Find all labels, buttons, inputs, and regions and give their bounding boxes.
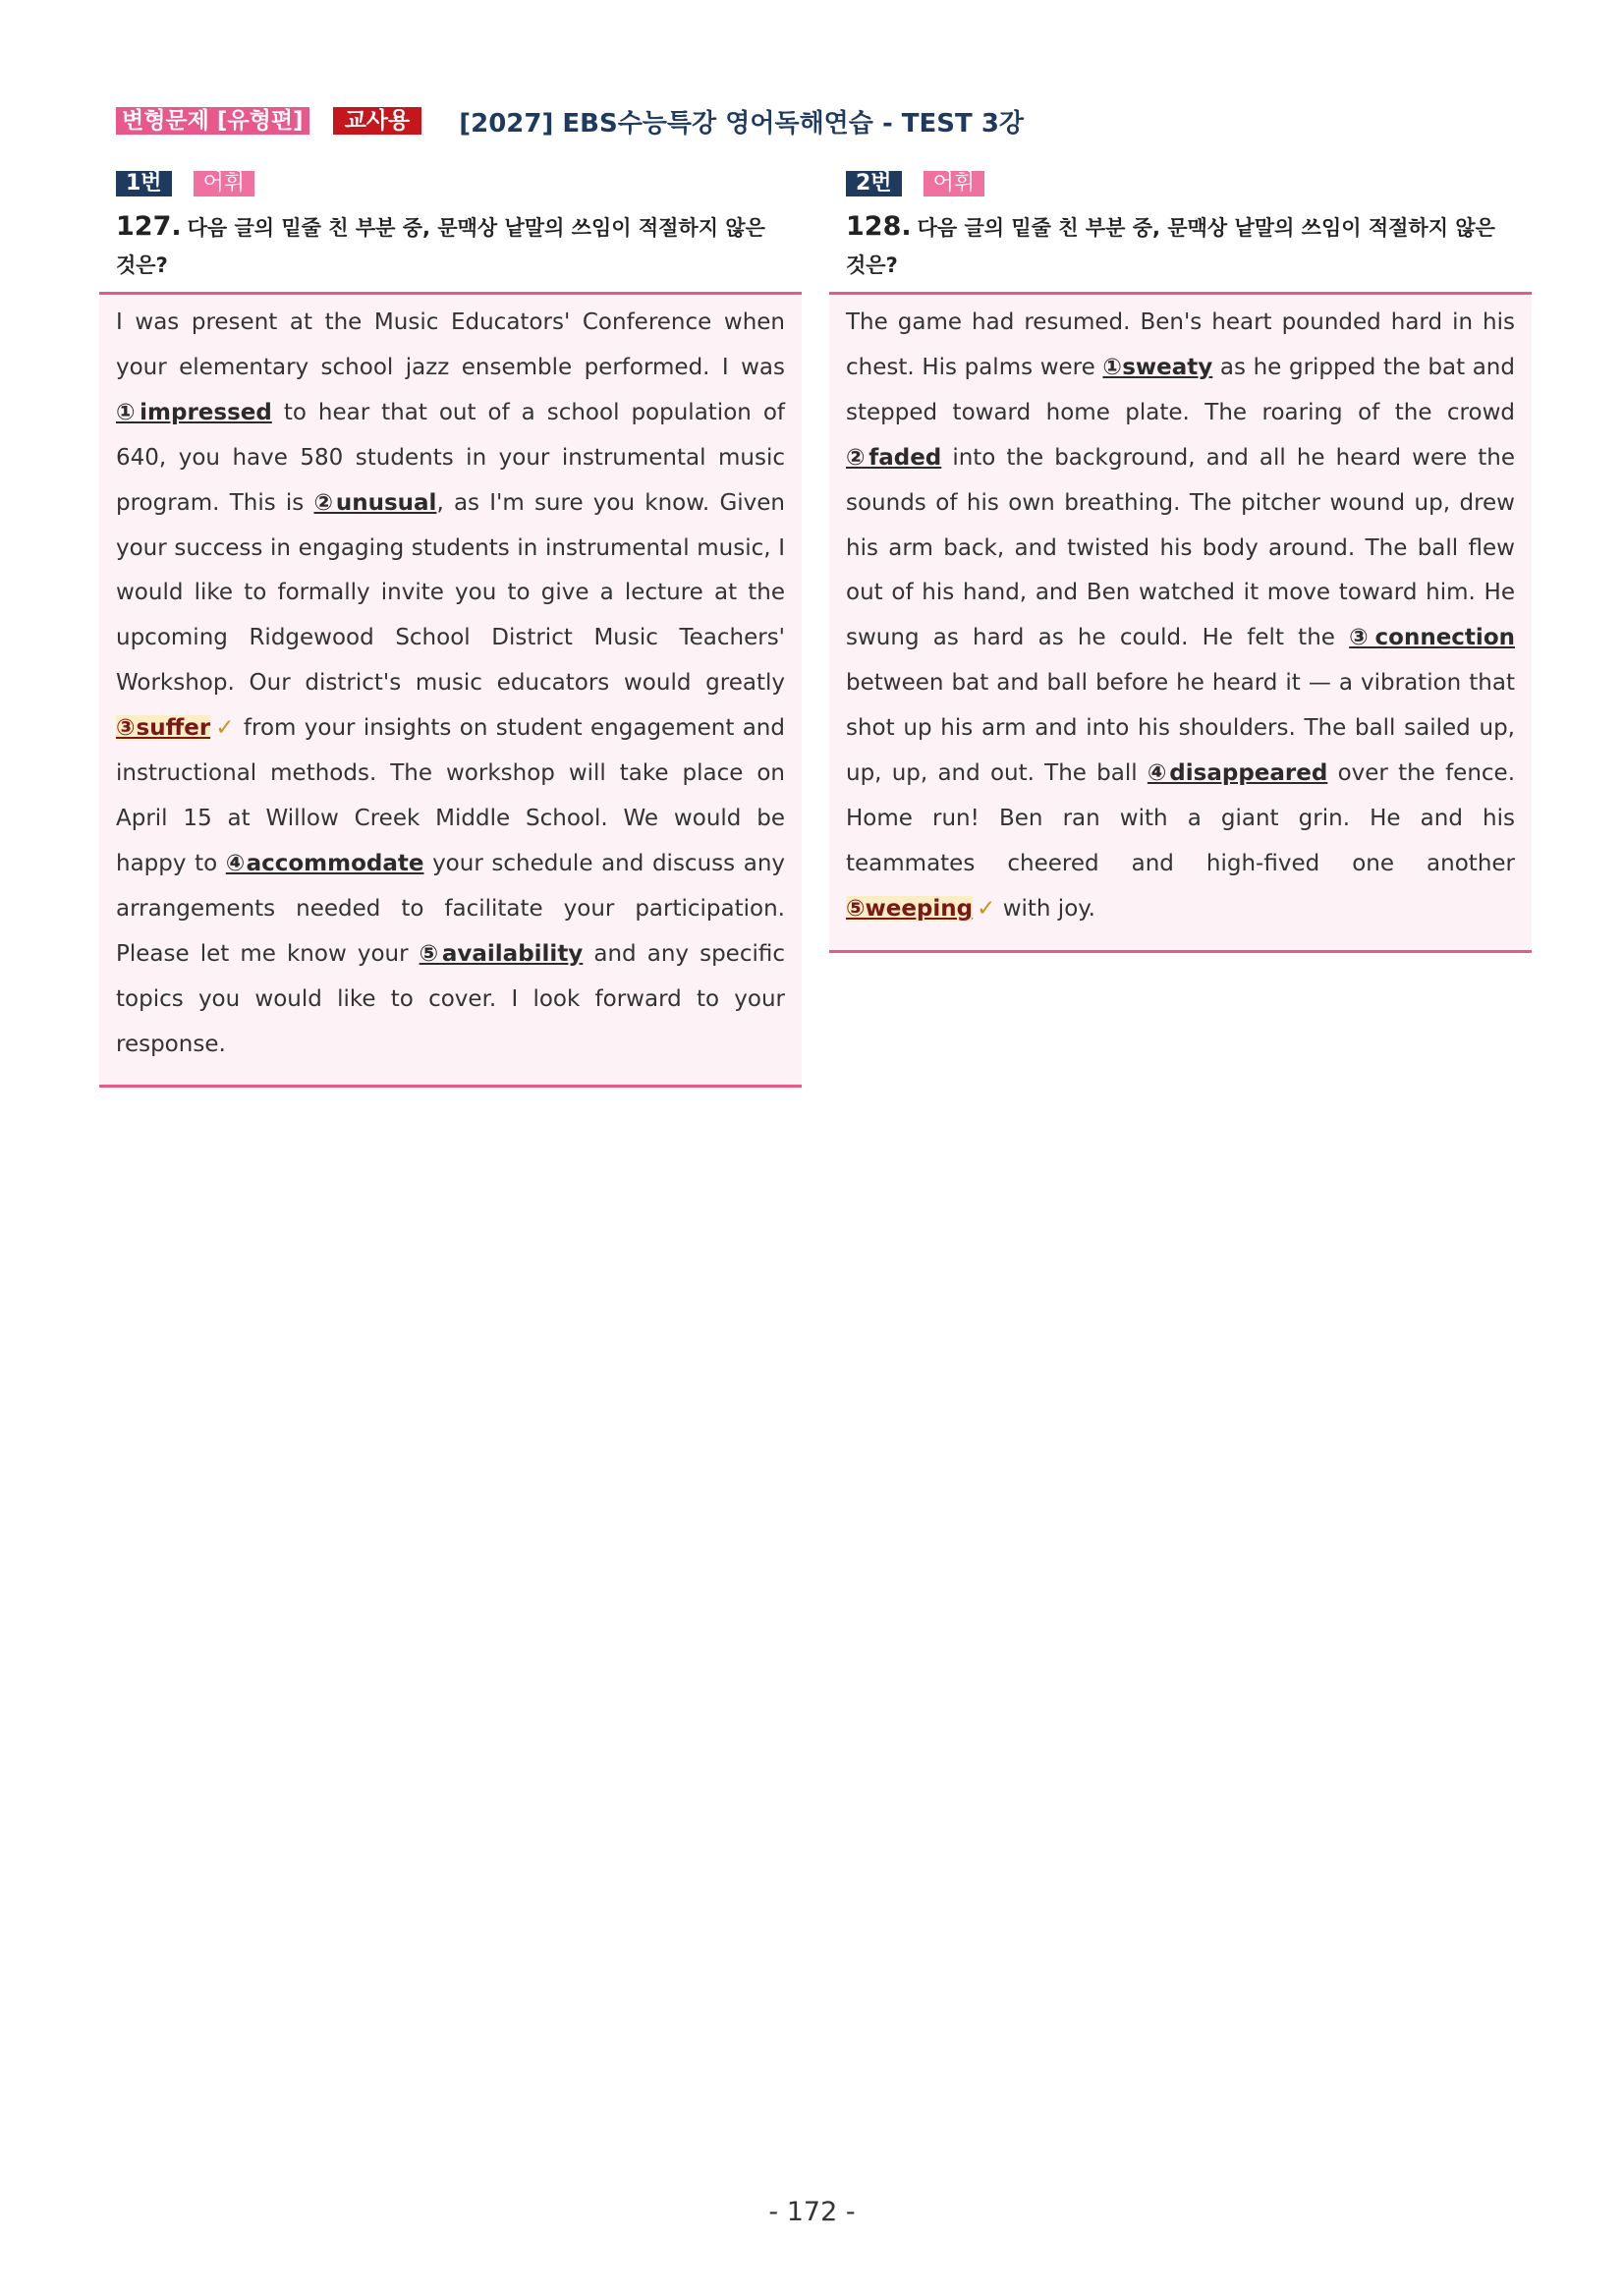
passage-text	[846, 301, 1515, 932]
passage-segment: and any specific topics you would like to cover. I look forward to your response.	[116, 940, 785, 1057]
passage-text	[116, 301, 785, 1067]
underlined-choice: ④disappeared	[1147, 760, 1328, 787]
teacher-tag: 교사용	[333, 107, 422, 135]
question-type-badge: 어휘	[924, 171, 985, 196]
question-text: 다음 글의 밑줄 친 부분 중, 문맥상 낱말의 쓰임이 적절하지 않은 것은?	[116, 216, 765, 277]
variant-tag: 변형문제 [유형편]	[116, 107, 309, 135]
underlined-choice: ①impressed	[116, 399, 272, 425]
question-type-badge: 어휘	[194, 171, 255, 196]
underlined-choice: ⑤availability	[419, 940, 584, 967]
question-number-badge: 1번	[116, 171, 172, 196]
underlined-choice: ①sweaty	[1102, 354, 1213, 380]
check-mark-icon: ✓	[977, 895, 996, 922]
passage-segment: between bat and ball before he heard it — a vibration that shot up his arm and into his shoulders. The ball sailed up, up, up, and out. The ball	[846, 670, 1515, 787]
passage-segment: as he gripped the bat and stepped toward home plate. The roaring of the crowd	[846, 354, 1515, 425]
page-header	[116, 106, 1025, 139]
passage-segment: over the fence. Home run! Ben ran with a giant grin. He and his teammates cheered and high-fived one another	[846, 760, 1516, 876]
answer-choice: ③suffer	[116, 715, 211, 742]
check-mark-icon: ✓	[214, 715, 236, 742]
passage-segment: The game had resumed. Ben's heart pounded hard in his chest. His palms were	[846, 309, 1515, 380]
question-number: 128.	[846, 211, 912, 242]
question-prompt	[116, 208, 784, 284]
question-number-badge: 2번	[846, 171, 902, 196]
passage-segment: I was present at the Music Educators' Conference when your elementary school jazz ensemble performed. I was	[116, 309, 785, 380]
question-number: 127.	[116, 211, 182, 242]
passage-segment: with joy.	[995, 895, 1095, 922]
question-text: 다음 글의 밑줄 친 부분 중, 문맥상 낱말의 쓰임이 적절하지 않은 것은?	[846, 216, 1495, 277]
underlined-choice: ③connection	[1349, 625, 1515, 651]
passage-segment: your schedule and discuss any arrangements needed to facilitate your participation. Please let me know your	[116, 850, 786, 967]
answer-choice: ⑤weeping	[846, 895, 974, 922]
underlined-choice: ④accommodate	[225, 850, 424, 876]
passage-box	[829, 292, 1532, 953]
passage-segment: , as I'm sure you know. Given your success in engaging students in instrumental music, I would like to formally invite you to give a lecture at the upcoming Ridgewood School District Music Teachers' Workshop. Our district's music educators would greatly	[116, 489, 785, 697]
question-column-2	[829, 171, 1532, 953]
passage-segment: to hear that out of a school population of 640, you have 580 students in your instrumental music program. This is	[116, 399, 785, 516]
passage-segment: from your insights on student engagement and instructional methods. The workshop will take place on April 15 at Willow Creek Middle School. We would be happy to	[116, 715, 785, 876]
document-title: [2027] EBS수능특강 영어독해연습 - TEST 3강	[459, 108, 1025, 139]
underlined-choice: ②faded	[846, 444, 942, 471]
page-number: - 172 -	[768, 2197, 856, 2227]
underlined-choice: ②unusual	[313, 489, 437, 516]
passage-segment: into the background, and all he heard were the sounds of his own breathing. The pitcher wound up, drew his arm back, and twisted his body around. The ball flew out of his hand, and Ben watched it move toward him. He swung as hard as he could. He felt the	[846, 444, 1515, 651]
question-prompt	[846, 208, 1514, 284]
question-column-1	[99, 171, 802, 1088]
passage-box	[99, 292, 802, 1088]
